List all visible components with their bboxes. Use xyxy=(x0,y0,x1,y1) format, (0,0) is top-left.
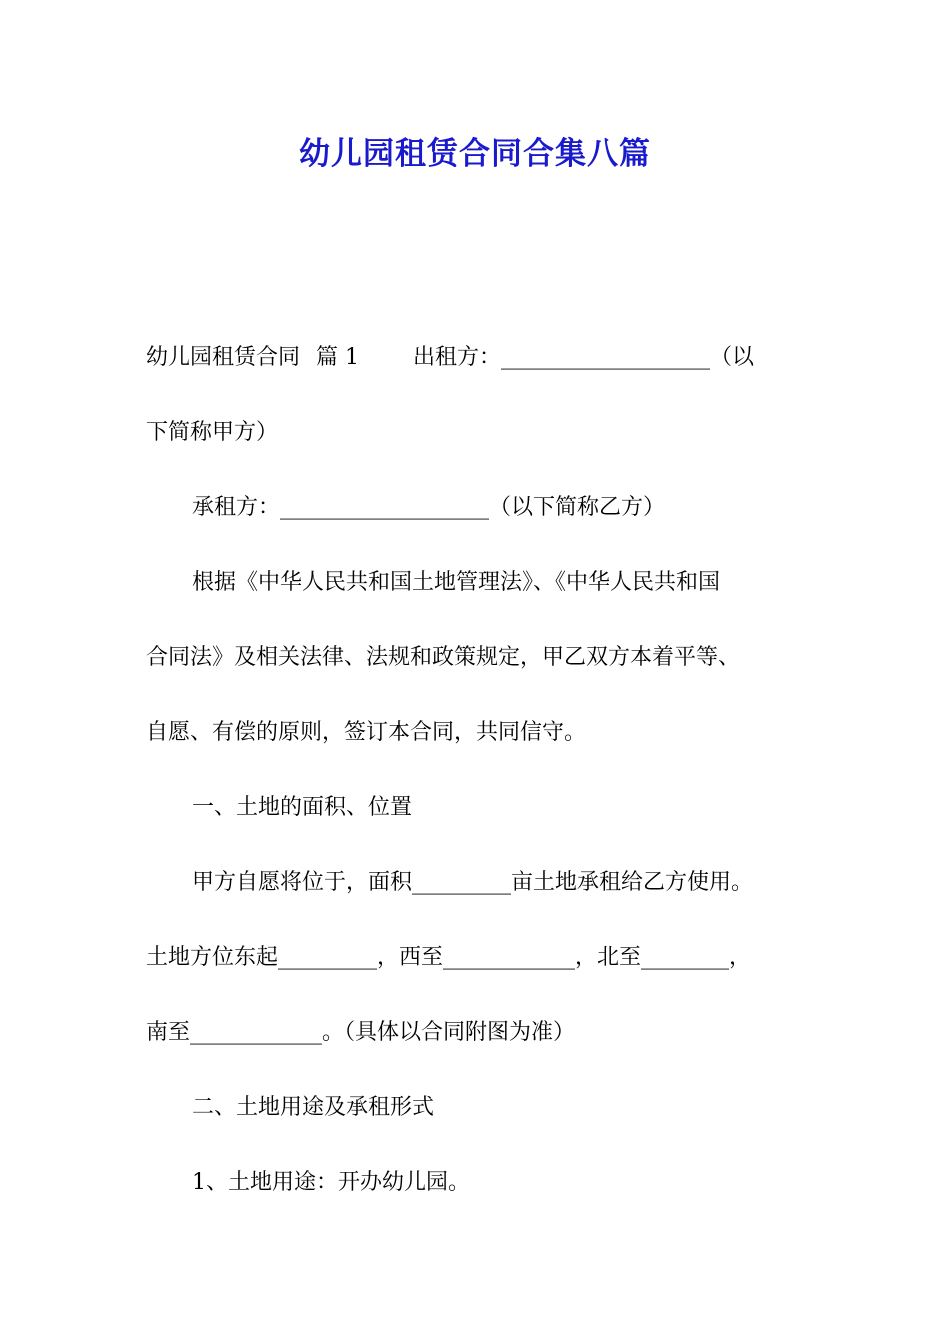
section-heading-2: 二、土地用途及承租形式 xyxy=(192,1095,435,1120)
contract-heading-text: 幼儿园租赁合同 xyxy=(146,345,301,370)
document-title: 幼儿园租赁合同合集八篇 xyxy=(299,136,651,172)
land-area-line: 甲方自愿将位于，面积_________亩土地承租给乙方使用。 xyxy=(192,870,754,895)
land-use-line: 1、土地用途：开办幼儿园。 xyxy=(192,1170,470,1195)
paragraph-line-2: 下简称甲方） xyxy=(146,420,279,445)
lessor-clause: 出租方：___________________（以 xyxy=(413,345,755,370)
preamble-line-1: 根据《中华人民共和国土地管理法》、《中华人民共和国 xyxy=(192,570,721,595)
section-heading-1: 一、土地的面积、位置 xyxy=(192,795,413,820)
preamble-line-2: 合同法》及相关法律、法规和政策规定，甲乙双方本着平等、 xyxy=(146,645,741,670)
contract-part-label: 篇 1 xyxy=(316,345,360,370)
lessee-clause: 承租方：___________________（以下简称乙方） xyxy=(192,495,666,520)
preamble-line-3: 自愿、有偿的原则，签订本合同，共同信守。 xyxy=(146,720,587,745)
paragraph-line-1 xyxy=(146,343,754,373)
land-boundary-line: 土地方位东起_________，西至____________，北至________， xyxy=(146,945,752,970)
land-boundary-south-line: 南至____________。（具体以合同附图为准） xyxy=(146,1020,576,1045)
